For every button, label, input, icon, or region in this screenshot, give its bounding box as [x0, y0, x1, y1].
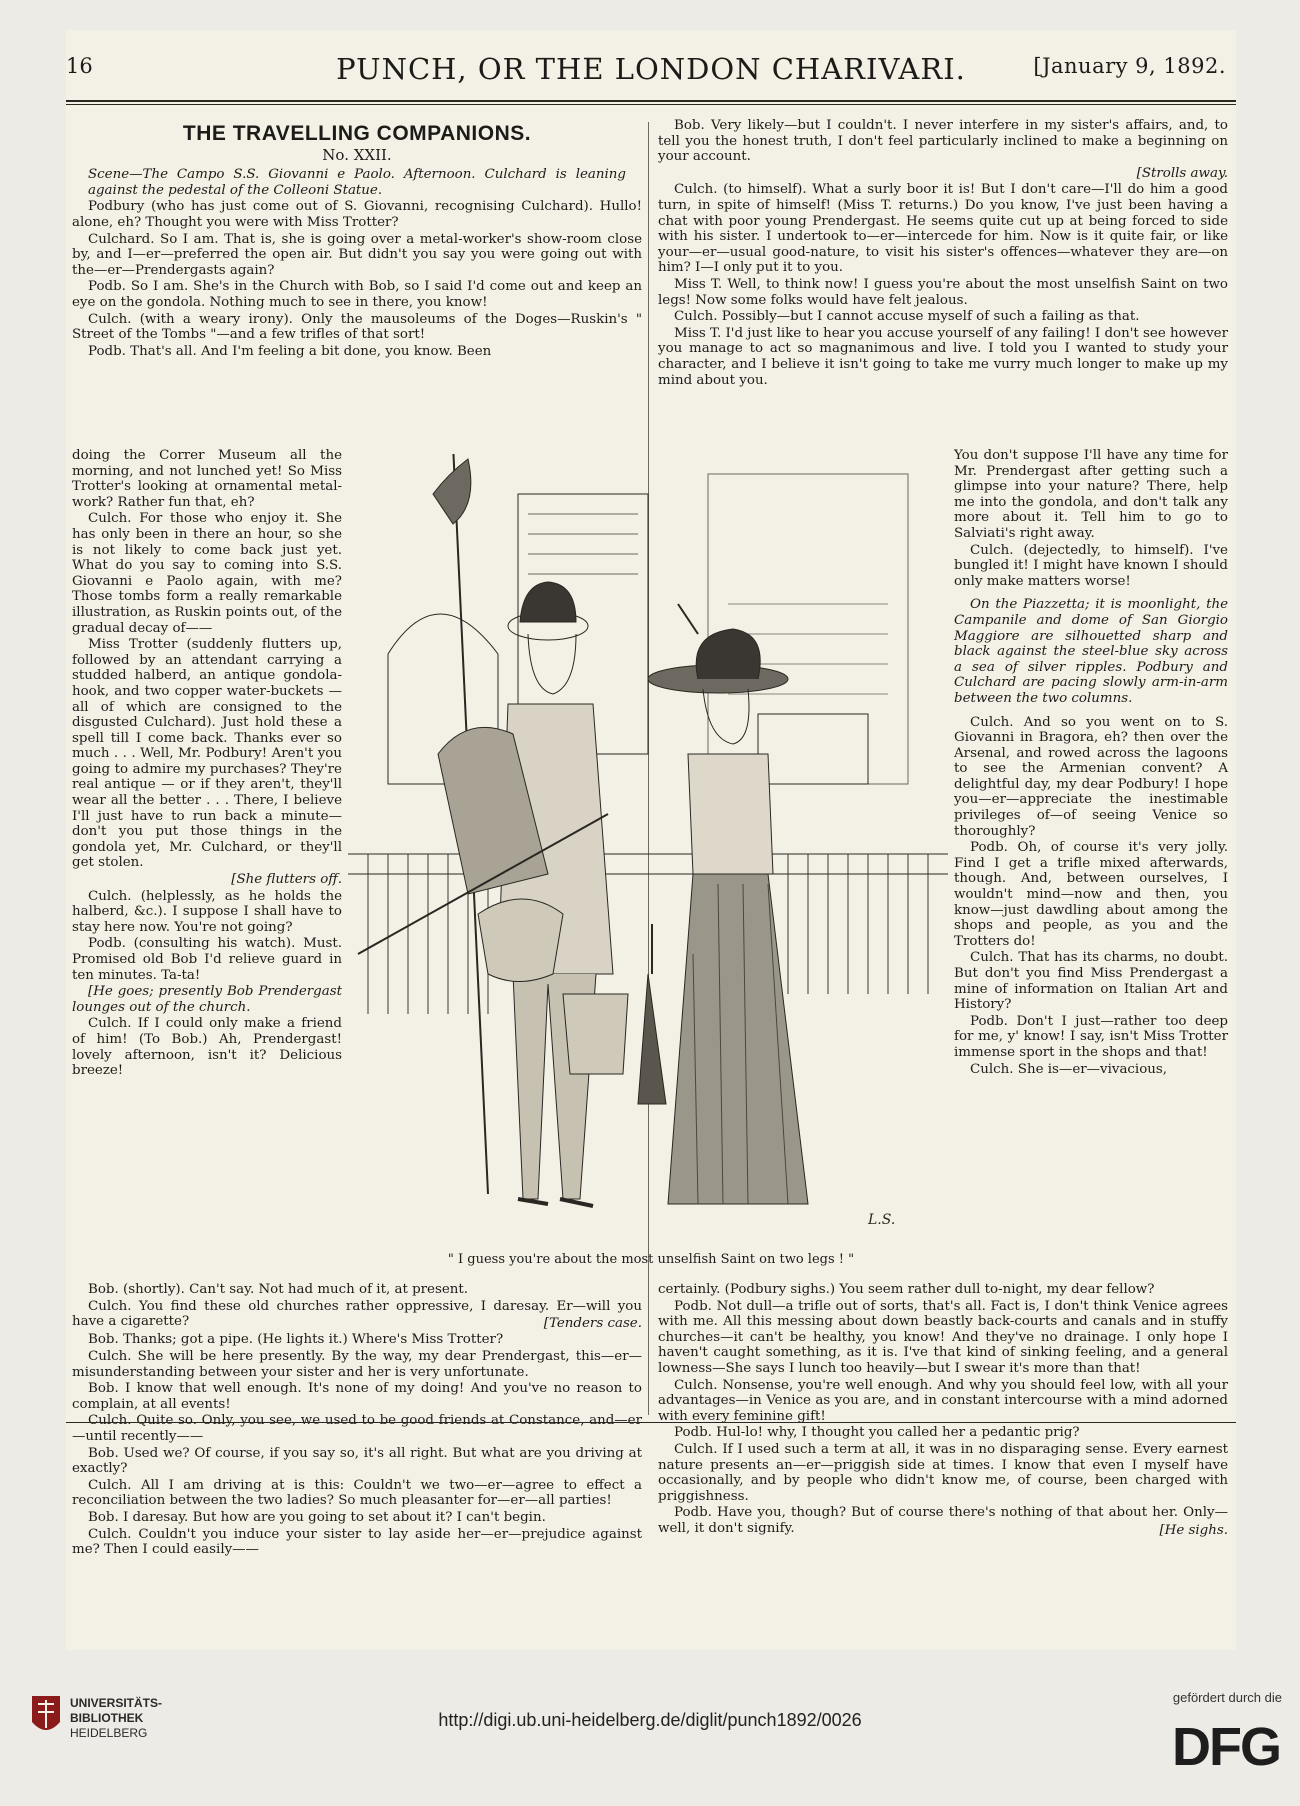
paragraph: Podb. That's all. And I'm feeling a bit done, you know. Been — [88, 343, 492, 359]
header-rule — [66, 104, 1236, 105]
article-title: THE TRAVELLING COMPANIONS. — [182, 122, 532, 145]
paragraph: Podbury (who has just come out of S. Giovanni, recognising Culchard). Hullo! alone, eh? Thought you were with Miss Trotter? — [72, 199, 642, 230]
paragraph: Culch. (to himself). What a surly boor it is! But I don't care—I'll do him a good turn, in spite of himself! (Miss T. returns.) Do you know, I've just been having a chat with poor young Prendergast. He seems quite cut up at being forced to side with his sister. I undertook to—er—intercede for him. Now is it quite fair, or like your—er—usual good-nature, to visit his sister's offences—whatever they are—on him? I—I only put it to you. — [658, 182, 1228, 276]
scene-direction: Scene—The Campo S.S. Giovanni e Paolo. Afternoon. Culchard is leaning against the pedestal of the Colleoni Statue. — [88, 167, 626, 198]
paragraph: Podb. Hul-lo! why, I thought you called her a pedantic prig? — [674, 1425, 1080, 1441]
scene-direction: On the Piazzetta; it is moonlight, the Campanile and dome of San Giorgio Maggiore are silhouetted sharp and black against the steel-blue sky across a sea of silver ripples. Podbury and Culchard are pacing slowly arm-in-arm between the two columns. — [954, 597, 1228, 706]
paragraph: You don't suppose I'll have any time for Mr. Prendergast after getting such a glimpse into your nature? There, help me into the gondola, and don't talk any more about it. Tell him to go to Salviati's right away. — [954, 448, 1228, 541]
paragraph: Culch. And so you went on to S. Giovanni in Bragora, eh? then over the Arsenal, and rowed across the lagoons to see the Armenian convent? A delightful day, my dear Podbury! I hope you—er—appreciate the inestimable privileges of—of seeing Venice so thoroughly? — [954, 714, 1228, 839]
paragraph: Miss T. Well, to think now! I guess you're about the most unselfish Saint on two legs! Now some folks would have felt jealous. — [658, 276, 1228, 308]
left-column-top — [72, 122, 642, 360]
paragraph: Bob. Thanks; got a pipe. (He lights it.) Where's Miss Trotter? — [88, 1332, 504, 1348]
stage-direction: [Tenders case. — [543, 1315, 642, 1331]
paragraph: Culch. (dejectedly, to himself). I've bungled it! I might have known I should only make matters worse! — [954, 542, 1228, 589]
paragraph: Podb. Oh, of course it's very jolly. Find I get a trifle mixed afterwards, though. And, between ourselves, I wouldn't mind—now and then, you know—just dawdling about among the shops and people, as you and the Trotters do! — [954, 840, 1228, 949]
paragraph: Podb. So I am. She's in the Church with Bob, so I said I'd come out and keep an eye on the gondola. Nothing much to see in there, you know! — [72, 279, 642, 310]
page-header — [66, 44, 1236, 102]
paragraph: Culch. Quite so. Only, you see, we used to be good friends at Constance, and—er—until recently—— — [72, 1413, 642, 1444]
paragraph: Culch. She is—er—vivacious, — [970, 1061, 1168, 1077]
sponsor-label: gefördert durch die — [1172, 1690, 1282, 1705]
paragraph: certainly. (Podbury sighs.) You seem rather dull to-night, my dear fellow? — [658, 1282, 1155, 1297]
stage-direction: [He sighs. — [1159, 1522, 1228, 1538]
paragraph: Culch. That has its charms, no doubt. But don't you find Miss Prendergast a mine of information on Italian Art and History? — [954, 950, 1228, 1013]
paragraph: Culch. For those who enjoy it. She has only been in there an hour, so she is not likely to come back just yet. What do you say to coming into S.S. Giovanni e Paolo again, with me? Those tombs form a really remarkable illustration, as Ruskin points out, of the gradual decay of—— — [72, 511, 342, 636]
paragraph: Podb. Don't I just—rather too deep for me, y' know! I say, isn't Miss Trotter immense sport in the shops and that! — [954, 1013, 1228, 1060]
source-url-link[interactable]: http://digi.ub.uni-heidelberg.de/diglit/punch1892/0026 — [438, 1710, 862, 1730]
library-line: UNIVERSITÄTS- — [70, 1696, 163, 1710]
paragraph: Culchard. So I am. That is, she is going over a metal-worker's show-room close by, and I—er—preferred the open air. But didn't you say you were going out with the—er—Prendergasts again? — [72, 231, 642, 278]
journal-page — [66, 30, 1236, 1650]
library-line: BIBLIOTHEK — [70, 1711, 144, 1725]
paragraph: Culch. If I could only make a friend of him! (To Bob.) Ah, Prendergast! lovely afternoon, isn't it? Delicious breeze! — [72, 1016, 342, 1079]
issue-date: [January 9, 1892. — [1033, 54, 1226, 78]
paragraph: Culch. You find these old churches rather oppressive, I daresay. Er—will you have a cigarette? — [72, 1298, 642, 1330]
paragraph: Miss Trotter (suddenly flutters up, followed by an attendant carrying a studded halberd, an antique gondola-hook, and two copper water-buckets — all of which are consigned to the disgusted Culchard). Just hold these a spell till I come back. Thanks ever so much . . . Well, Mr. Podbury! Aren't you going to admire my purchases? They're real antique — or if they aren't, they'll wear all the better . . . There, I believe I'll just have to run back a minute—don't you put those things in the gondola yet, Mr. Culchard, or they'll get stolen. — [72, 637, 342, 871]
paragraph: Culch. (helplessly, as he holds the halberd, &c.). I suppose I shall have to stay here now. You're not going? — [72, 888, 342, 935]
digitization-footer — [0, 1680, 1300, 1806]
paragraph: Culch. If I used such a term at all, it was in no disparaging sense. Every earnest nature presents an—er—priggish side at times. I know that even I myself have occasionally, and by people who didn't know me, of course, been charged with priggishness. — [658, 1441, 1228, 1504]
stage-direction: [She flutters off. — [231, 872, 342, 888]
paragraph: Podb. Not dull—a trifle out of sorts, that's all. Fact is, I don't think Venice agrees with me. All this messing about down beastly back-courts and canals and in stuffy churches—it can't be healthy, you know! And they've no drainage. I only hope I haven't caught something, as it is. I've that kind of sinking feeling, and a general lowness—She says I lunch too heavily—but I swear it's more than that! — [658, 1298, 1228, 1376]
right-column-top — [658, 118, 1228, 389]
paragraph: Miss T. I'd just like to hear you accuse yourself of any failing! I don't see however you manage to act so magnanimous and live. I told you I wanted to study your character, and I believe it isn't going to take me vurry much longer to make up my mind about you. — [658, 325, 1228, 388]
dfg-logo: DFG — [1172, 1717, 1280, 1777]
bottom-right-column — [658, 1282, 1228, 1539]
paragraph: Bob. Used we? Of course, if you say so, it's all right. But what are you driving at exactly? — [72, 1445, 642, 1477]
paragraph: Culch. Couldn't you induce your sister to lay aside her—er—prejudice against me? Then I could easily—— — [72, 1526, 642, 1558]
paragraph: Bob. Very likely—but I couldn't. I never interfere in my sister's affairs, and, to tell you the honest truth, I don't feel particularly inclined to make a beginning on your account. — [658, 118, 1228, 165]
paragraph: Podb. Have you, though? But of course there's nothing of that about her. Only—well, it don't signify. — [658, 1505, 1228, 1536]
left-column-narrow — [72, 448, 342, 1080]
article-number: No. XXII. — [322, 145, 392, 164]
page-number: 16 — [66, 54, 93, 78]
paragraph: Bob. I daresay. But how are you going to set about it? I can't begin. — [88, 1509, 546, 1525]
column-divider-bottom — [648, 1280, 649, 1415]
masthead: PUNCH, OR THE LONDON CHARIVARI. — [336, 52, 966, 86]
engraving-illustration — [348, 454, 948, 1249]
bottom-left-column — [72, 1282, 642, 1559]
paragraph: Podb. (consulting his watch). Must. Promised old Bob I'd relieve guard in ten minutes. Ta-ta! — [72, 936, 342, 983]
paragraph: doing the Correr Museum all the morning, and not lunched yet! So Miss Trotter's looking at ornamental metal-work? Rather fun that, eh? — [72, 448, 342, 510]
right-column-narrow — [954, 448, 1228, 1078]
stage-direction: [He goes; presently Bob Prendergast lounges out of the church. — [72, 984, 342, 1015]
paragraph: Bob. I know that well enough. It's none of my doing! And you've no reason to complain, at all events! — [72, 1381, 642, 1412]
paragraph: Culch. Nonsense, you're well enough. And why you should feel low, with all your advantages—in Venice as you are, and in constant intercourse with a mind adorned with every feminine gift! — [658, 1377, 1228, 1424]
library-line: HEIDELBERG — [70, 1726, 148, 1740]
paragraph: Culch. Possibly—but I cannot accuse myself of such a failing as that. — [674, 309, 1140, 325]
bottom-rule — [66, 1422, 1236, 1423]
artist-signature: L.S. — [868, 1212, 896, 1228]
stage-direction: [Strolls away. — [1136, 165, 1228, 181]
paragraph: Culch. (with a weary irony). Only the mausoleums of the Doges—Ruskin's " Street of the Tombs "—and a few trifles of that sort! — [72, 311, 642, 343]
paragraph: Bob. (shortly). Can't say. Not had much of it, at present. — [88, 1282, 469, 1297]
paragraph: Culch. All I am driving at is this: Couldn't we two—er—agree to effect a reconciliation between the two ladies? So much pleasanter for—er—all parties! — [72, 1477, 642, 1509]
paragraph: Culch. She will be here presently. By the way, my dear Prendergast, this—er—misunderstanding between your sister and her is very unfortunate. — [72, 1348, 642, 1380]
illustration-caption: " I guess you're about the most unselfish Saint on two legs ! " — [447, 1252, 855, 1267]
